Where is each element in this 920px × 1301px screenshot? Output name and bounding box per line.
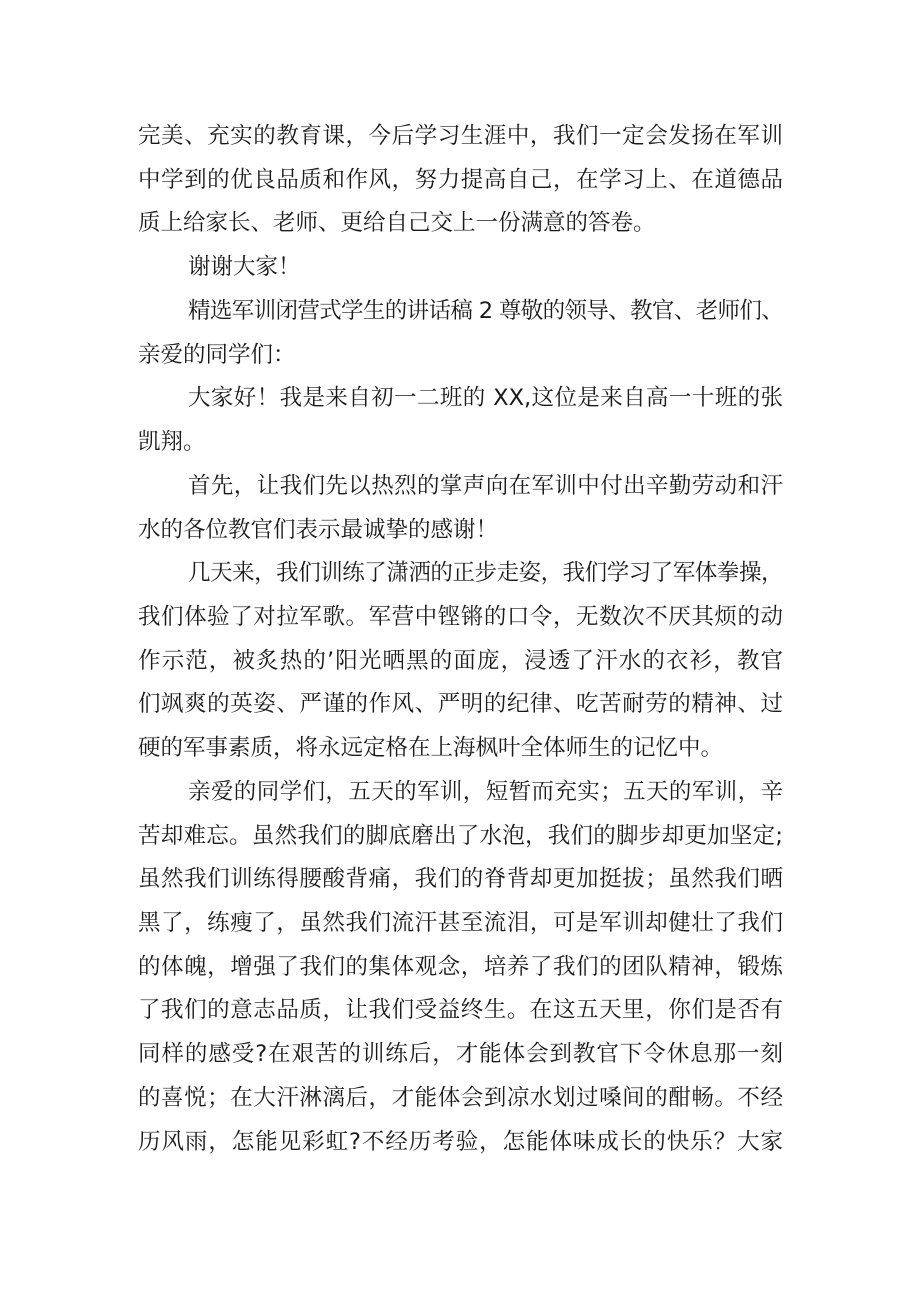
text-line: 谢谢大家！ <box>188 254 301 280</box>
text-line: 黑了，练瘦了，虽然我们流汗甚至流泪，可是军训却健壮了我们 <box>138 910 783 936</box>
text-line: 历风雨，怎能见彩虹?不经历考验，怎能体味成长的快乐？大家 <box>138 1129 783 1155</box>
text-line: 虽然我们训练得腰酸背痛，我们的脊背却更加挺拔；虽然我们晒 <box>138 866 783 892</box>
text-line: 亲爱的同学们： <box>138 342 296 368</box>
text-line: 凯翔。 <box>138 429 206 455</box>
text-line: 们飒爽的英姿、严谨的作风、严明的纪律、吃苦耐劳的精神、过 <box>138 691 783 717</box>
text-line: 苦却难忘。虽然我们的脚底磨出了水泡，我们的脚步却更加坚定; <box>138 823 783 849</box>
text-line: 精选军训闭营式学生的讲话稿 2 尊敬的领导、教官、老师们、 <box>188 298 783 324</box>
text-line: 首先，让我们先以热烈的掌声向在军训中付出辛勤劳动和汗 <box>188 473 783 499</box>
text-line: 中学到的优良品质和作风，努力提高自己，在学习上、在道德品 <box>138 167 783 193</box>
text-line: 几天来，我们训练了潇洒的正步走姿，我们学习了军体拳操， <box>188 560 783 586</box>
text-line: 质上给家长、老师、更给自己交上一份满意的答卷。 <box>138 210 656 236</box>
text-line: 亲爱的同学们，五天的军训，短暂而充实；五天的军训，辛 <box>188 779 783 805</box>
text-line: 同样的感受?在艰苦的训练后，才能体会到教官下令休息那一刻 <box>138 1041 783 1067</box>
text-line: 的喜悦；在大汗淋漓后，才能体会到凉水划过嗓间的酣畅。不经 <box>138 1085 783 1111</box>
text-line: 硬的军事素质，将永远定格在上海枫叶全体师生的记忆中。 <box>138 735 724 761</box>
text-line: 完美、充实的教育课，今后学习生涯中，我们一定会发扬在军训 <box>138 123 783 149</box>
text-line: 了我们的意志品质，让我们受益终生。在这五天里，你们是否有 <box>138 997 783 1023</box>
text-line: 我们体验了对拉军歌。军营中铿锵的口令，无数次不厌其烦的动 <box>138 604 783 630</box>
text-line: 大家好！我是来自初一二班的 XX,这位是来自高一十班的张 <box>188 385 783 411</box>
text-line: 作示范，被炙热的’阳光晒黑的面庞，浸透了汗水的衣衫，教官 <box>138 648 783 674</box>
text-line: 的体魄，增强了我们的集体观念，培养了我们的团队精神，锻炼 <box>138 954 783 980</box>
text-line: 水的各位教官们表示最诚挚的感谢！ <box>138 517 499 543</box>
